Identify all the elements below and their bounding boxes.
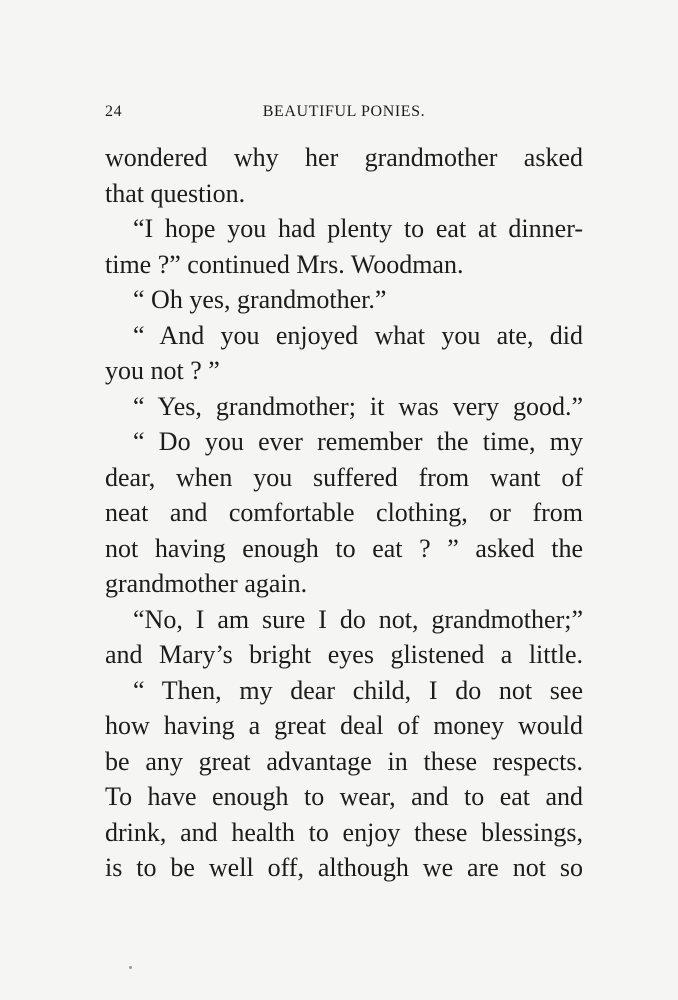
text-line: “ And you enjoyed what you ate, did bbox=[133, 320, 583, 350]
text-line: “I hope you had plenty to eat at dinner- bbox=[133, 214, 583, 243]
running-head bbox=[105, 103, 583, 127]
text-line: you not ? ” bbox=[105, 356, 220, 385]
text-line: drink, and health to enjoy these blessings, bbox=[105, 817, 583, 847]
text-line: “ Do you ever remember the time, my bbox=[133, 427, 583, 456]
running-title: BEAUTIFUL PONIES. bbox=[262, 103, 426, 120]
text-line: “ Then, my dear child, I do not see bbox=[133, 675, 583, 705]
text-line: “No, I am sure I do not, grandmother;” bbox=[133, 604, 583, 634]
text-line: be any great advantage in these respects. bbox=[105, 746, 583, 776]
text-line: time ?” continued Mrs. Woodman. bbox=[105, 249, 464, 279]
text-line: dear, when you suffered from want of bbox=[105, 462, 583, 492]
body-text bbox=[105, 140, 583, 886]
text-line: how having a great deal of money would bbox=[105, 711, 583, 740]
text-line: “ Oh yes, grandmother.” bbox=[133, 285, 387, 314]
text-line: To have enough to wear, and to eat and bbox=[105, 782, 583, 811]
text-line: “ Yes, grandmother; it was very good.” bbox=[133, 391, 583, 421]
text-line: is to be well off, although we are not so bbox=[105, 853, 583, 882]
text-line: neat and comfortable clothing, or from bbox=[105, 498, 583, 527]
paper-speck bbox=[129, 966, 132, 969]
text-line: not having enough to eat ? ” asked the bbox=[105, 533, 583, 563]
text-line: that question. bbox=[105, 178, 246, 208]
page-number: 24 bbox=[105, 103, 123, 120]
text-line: wondered why her grandmother asked bbox=[105, 143, 583, 172]
text-line: and Mary’s bright eyes glistened a little. bbox=[105, 640, 583, 669]
text-line: grandmother again. bbox=[105, 569, 308, 598]
